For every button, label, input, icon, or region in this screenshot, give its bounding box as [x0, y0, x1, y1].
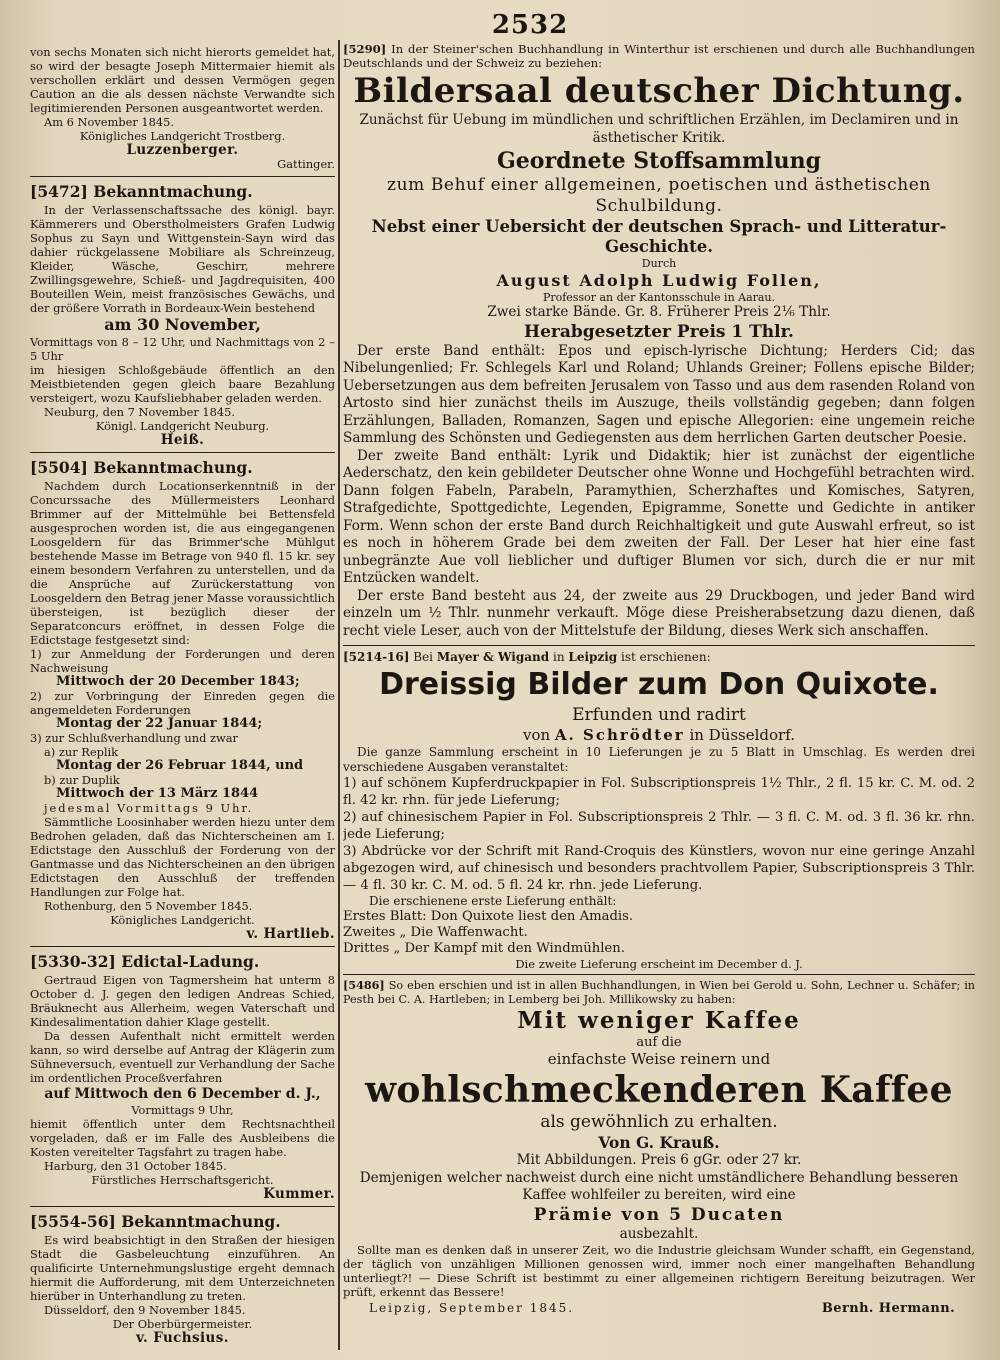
notice-item: a) zur Replik: [44, 745, 119, 759]
ad-title-4: wohlschmeckenderen Kaffee: [365, 1069, 953, 1111]
notice-signature: Heiß.: [160, 432, 205, 448]
ad-plate: Erstes Blatt: Don Quixote liest den Amadis.: [343, 909, 634, 924]
notice-5504: [30, 457, 335, 941]
notice-id: [5330-32]: [30, 952, 116, 971]
right-column: [343, 42, 975, 1350]
ad-intro: ist erschienen:: [621, 650, 711, 664]
ad-option: 1) auf schönem Kupferdruckpapier in Fol. Subscriptionspreis 1½ Thlr., 2 fl. 15 kr. C. M. od. 2 fl. 42 kr. rhn. für jede Lieferung;: [343, 776, 975, 808]
notice-text: Da dessen Aufenthalt nicht ermittelt werden kann, so wird derselbe auf Antrag der Klägerin zum Sühneversuch, eventuell zur Verhandlung der Sache im ordentlichen Proceßverfahren: [30, 1029, 335, 1085]
notice-text: Sämmtliche Loosinhaber werden hiezu unter dem Bedrohen geladen, daß das Nichterscheinen am I. Edictstage den Ausschluß der Forderung von der Gantmasse und das Nichterscheinen an den übrigen Edictstagen den Ausschluß der treffenden Handlungen zur Folge hat.: [30, 815, 335, 899]
ad-id: [5486]: [343, 978, 385, 992]
notice-text: im hiesigen Schloßgebäude öffentlich an den Meistbietenden gegen gleich baare Bezahlung versteigert, wozu Kaufsliebhaber geladen werden.: [30, 363, 335, 405]
ad-prize: Prämie von 5 Ducaten: [533, 1204, 785, 1225]
ad-author: A. Schrödter: [554, 726, 685, 744]
ad-text: Der erste Band enthält: Epos und episch-lyrische Dichtung; Herders Cid; das Nibelungenlied; Fr. Schlegels Karl und Roland; Uhlands Greiner; Follens epische Bilder; Uebersetzungen aus dem befreiten Jerusalem von Tasso und aus dem rasenden Roland von Artosto sind hier zunächst theils im Auszuge, theils vollständig gegeben; dann folgen Erzählungen, Balladen, Romanzen, Sagen und epische Allegorien: eine ungemein reiche Sammlung des Schönsten und Gediegensten aus dem herrlichen Garten deutscher Poesie.: [343, 342, 975, 446]
notice-title: Bekanntmachung.: [93, 182, 253, 201]
ad-place: Leipzig, September 1845.: [369, 1301, 575, 1315]
notice-court: Königl. Landgericht Neuburg.: [95, 419, 270, 433]
notice-id: [5504]: [30, 458, 88, 477]
ad-by: Durch: [641, 257, 677, 270]
notice-title: Edictal-Ladung.: [121, 952, 260, 971]
ad-signature: Bernh. Hermann.: [821, 1301, 955, 1316]
ad-price: Mit Abbildungen. Preis 6 gGr. oder 27 kr.: [516, 1152, 802, 1168]
ad-by: von: [522, 726, 551, 744]
notice-text: Gertraud Eigen von Tagmersheim hat unterm 8 October d. J. gegen den ledigen Andreas Schied, Bräuknecht aus Allerheim, wegen Vaterschaft und Kindesalimentation dahier Klage gestellt.: [30, 973, 335, 1029]
notice-date: Am 6 November 1845.: [44, 115, 175, 129]
notice-item: 2) zur Vorbringung der Einreden gegen die angemeldeten Forderungen: [30, 689, 335, 717]
notice-date: Montag der 22 Januar 1844;: [56, 716, 263, 731]
notice-signature: Kummer.: [263, 1186, 335, 1202]
ad-city: Leipzig: [568, 650, 618, 664]
ad-title: Dreissig Bilder zum Don Quixote.: [379, 667, 939, 702]
divider: [343, 645, 975, 646]
notice-signature: Luzzenberger.: [126, 142, 239, 158]
notice-date: auf Mittwoch den 6 December d. J.,: [44, 1086, 321, 1102]
ad-id: [5214-16]: [343, 650, 410, 664]
notice-text: In der Verlassenschaftssache des königl. bayr. Kämmerers und Oberstholmeisters Grafen Ludwig Sophus zu Sayn und Wittgenstein-Sayn wird das dahier rückgelassene Mobiliare als Schreinzeug, Kleider, Wäsche, Geschirr, mehrere Zwillingsgewehre, Schieß- und Jagdrequisiten, 400 Bouteillen Wein, meist französisches Gewächs, und der größere Vorrath in Bordeaux-Wein bestehend: [30, 203, 335, 315]
notice-time: Vormittags 9 Uhr,: [131, 1103, 234, 1117]
notice-5472: [30, 181, 335, 447]
notice-court: Königliches Landgericht Trostberg.: [79, 129, 286, 143]
divider: [343, 974, 975, 975]
ad-subtitle: zum Behuf einer allgemeinen, poetischen und ästhetischen Schulbildung.: [387, 175, 931, 216]
ad-intro: So eben erschien und ist in allen Buchhandlungen, in Wien bei Gerold u. Sohn, Lechner u. Schäfer; in Pesth bei C. A. Hartleben; in Lemberg bei Joh. Millikowsky zu haben:: [343, 979, 975, 1006]
ad-intro: in: [552, 650, 565, 664]
notice-item: b) zur Duplik: [44, 773, 120, 787]
ad-title: Bildersaal deutscher Dichtung.: [353, 71, 965, 111]
notice-signature: v. Fuchsius.: [136, 1330, 229, 1346]
column-divider: [338, 40, 340, 1350]
notice-time: Vormittags von 8 – 12 Uhr, und Nachmittags von 2 – 5 Uhr: [30, 335, 335, 363]
ad-id: [5290]: [343, 42, 387, 56]
notice-place: Düsseldorf, den 9 November 1845.: [44, 1303, 246, 1317]
ad-title-2: Geordnete Stoffsammlung: [497, 148, 821, 174]
ad-text: ausbezahlt.: [619, 1225, 699, 1242]
ad-text: Der erste Band besteht aus 24, der zweite aus 29 Druckbogen, und jeder Band wird einzeln um ½ Thlr. nunmehr verkauft. Möge diese Preisherabsetzung dazu dienen, daß recht viele Leser, auch von der Mittelstufe der Bildung, dieses Werk sich anschaffen.: [343, 587, 975, 639]
ad-subtitle: Zunächst für Uebung im mündlichen und schriftlichen Erzählen, im Declamiren und in ästhetischer Kritik.: [359, 112, 959, 146]
notice-text: Nachdem durch Locationserkenntniß in der Concurssache des Müllermeisters Leonhard Brimmer auf der Mittelmühle bei Bettensfeld ausgesprochen worden ist, die aus eingegangenen Loosgeldern für das Brimmer'sche Mühlgut bestehende Masse im Betrage von 940 fl. 15 kr. sey einem besondern Verfahren zu unterstellen, und da die Ansprüche auf Zurückerstattung von Loosgeldern den Betrag jener Masse voraussichtlich übersteigen, ist bezüglich dieser der Separatconcurs eröffnet, in dessen Folge die Edictstage festgesetzt sind:: [30, 479, 335, 647]
ad-text: Die ganze Sammlung erscheint in 10 Lieferungen je zu 5 Blatt in Umschlag. Es werden drei verschiedene Ausgaben veranstaltet:: [343, 745, 975, 774]
notice-text: von sechs Monaten sich nicht hierorts gemeldet hat, so wird der besagte Joseph Mittermaier hiemit als verschollen erklärt und dessen Vermögen gegen Caution an die als dessen nächste Verwandte sich legitimierenden Personen ausgeantwortet werden.: [30, 45, 335, 115]
notice-date: am 30 November,: [104, 315, 261, 334]
divider: [30, 452, 335, 453]
notice-date: Mittwoch der 13 März 1844: [56, 786, 259, 801]
ad-kaffee: [343, 978, 975, 1318]
ad-text: Sollte man es denken daß in unserer Zeit, wo die Industrie gleichsam Wunder schafft, ein Gegenstand, der täglich von unzähligen Millionen genossen wird, immer noch einer mangelhaften Behandlung unterliegt?! — Diese Schrift ist bestimmt zu einer allgemeinen richtigern Bereitung beizutragen. Wer prüft, erkennt das Bessere!: [343, 1243, 975, 1299]
ad-contents: Die erschienene erste Lieferung enthält:: [369, 894, 617, 908]
ad-plate: Drittes „ Der Kampf mit den Windmühlen.: [343, 941, 625, 956]
ad-text: Der zweite Band enthält: Lyrik und Didaktik; hier ist zunächst der eigentliche Aederschatz, den kein gebildeter Deutscher ohne Wonne und Hochgefühl betrachten wird. Dann folgen Fabeln, Parabeln, Paramythien, Scherzhaftes und Komisches, Satyren, Strafgedichte, Spottgedichte, Legenden, Epigramme, Sonette und Gedichte in antiker Form. Wenn schon der erste Band durch Reichhaltigkeit und gute Auswahl erfreut, so ist es noch in höherem Grade bei dem zweiten der Fall. Der Leser hat hier eine fast unbegränzte Aue voll lieblicher und duftiger Blumen vor sich, durch die er nur mit Entzücken wandelt.: [343, 447, 975, 586]
notice-verschollen: [30, 45, 335, 171]
notice-text: hiemit öffentlich unter dem Rechtsnachtheil vorgeladen, daß er im Falle des Ausbleibens die Kosten vereitelter Tagsfahrt zu tragen habe.: [30, 1117, 335, 1159]
notice-id: [5472]: [30, 182, 88, 201]
notice-place: Rothenburg, den 5 November 1845.: [44, 899, 253, 913]
notice-court: Königliches Landgericht.: [110, 913, 255, 927]
divider: [30, 1206, 335, 1207]
ad-intro: Bei: [413, 650, 434, 664]
notice-title: Bekanntmachung.: [121, 1212, 281, 1231]
left-column: [30, 45, 335, 1350]
divider: [30, 176, 335, 177]
ad-title-1: Mit weniger Kaffee: [517, 1007, 801, 1034]
ad-subtitle: Nebst einer Uebersicht der deutschen Sprach- und Litteratur-Geschichte.: [371, 217, 947, 256]
ad-publisher: Mayer & Wigand: [436, 650, 550, 664]
notice-time: jedesmal Vormittags 9 Uhr.: [44, 801, 254, 815]
ad-plate: Zweites „ Die Waffenwacht.: [343, 925, 528, 940]
ad-option: 3) Abdrücke vor der Schrift mit Rand-Croquis des Künstlers, wovon nur eine geringe Anzahl abgezogen wird, auf chinesisch und besonders prachtvollem Papier, Subscriptionspreis 3 Thlr. — 4 fl. 30 kr. C. M. od. 5 fl. 24 kr. rhn. jede Lieferung.: [343, 844, 975, 893]
ad-title-5: als gewöhnlich zu erhalten.: [540, 1112, 778, 1132]
ad-title-3: einfachste Weise reinern und: [547, 1050, 771, 1068]
ad-note: Die zweite Lieferung erscheint im December d. J.: [515, 957, 803, 971]
ad-author: August Adolph Ludwig Follen,: [496, 271, 822, 290]
ad-author: Von G. Krauß.: [598, 1133, 720, 1152]
notice-signature-2: Gattinger.: [277, 157, 335, 171]
notice-court: Der Oberbürgermeister.: [112, 1317, 253, 1331]
divider: [30, 946, 335, 947]
ad-price: Herabgesetzter Preis 1 Thlr.: [524, 321, 794, 342]
notice-place: Harburg, den 31 October 1845.: [44, 1159, 227, 1173]
ad-volumes: Zwei starke Bände. Gr. 8. Früherer Preis 2⅙ Thlr.: [487, 304, 831, 320]
notice-5554: [30, 1211, 335, 1345]
notice-item: 1) zur Anmeldung der Forderungen und deren Nachweisung: [30, 647, 335, 675]
ad-intro: In der Steiner'schen Buchhandlung in Winterthur ist erschienen und durch alle Buchhandlungen Deutschlands und der Schweiz zu beziehen:: [343, 42, 975, 70]
notice-id: [5554-56]: [30, 1212, 116, 1231]
notice-5330: [30, 951, 335, 1201]
page-number: 2532: [491, 10, 569, 40]
ad-option: 2) auf chinesischem Papier in Fol. Subscriptionspreis 2 Thlr. — 3 fl. C. M. od. 3 fl. 36 kr. rhn. jede Lieferung;: [343, 810, 975, 842]
ad-text: Demjenigen welcher nachweist durch eine nicht umständlichere Behandlung besseren Kaffee wohlfeiler zu bereiten, wird eine: [359, 1169, 959, 1203]
notice-date: Montag der 26 Februar 1844, und: [56, 758, 304, 773]
notice-text: Es wird beabsichtigt in den Straßen der hiesigen Stadt die Gasbeleuchtung einzuführen. An qualificirte Unternehmungslustige ergeht demnach hiermit die Aufforderung, mit dem Unterzeichneten hierüber in Unterhandlung zu treten.: [30, 1233, 335, 1303]
notice-date: Mittwoch der 20 December 1843;: [56, 674, 300, 689]
notice-item: 3) zur Schlußverhandlung und zwar: [30, 731, 238, 745]
notice-court: Fürstliches Herrschaftsgericht.: [91, 1173, 274, 1187]
notice-place: Neuburg, den 7 November 1845.: [44, 405, 236, 419]
ad-bildersaal: [343, 42, 975, 640]
ad-author-title: Professor an der Kantonsschule in Aarau.: [542, 291, 776, 304]
ad-title-2: auf die: [636, 1035, 682, 1050]
notice-signature: v. Hartlieb.: [246, 926, 335, 942]
ad-place: in Düsseldorf.: [689, 726, 796, 744]
ad-subtitle: Erfunden und radirt: [572, 705, 746, 725]
notice-title: Bekanntmachung.: [93, 458, 253, 477]
ad-don-quixote: [343, 650, 975, 971]
